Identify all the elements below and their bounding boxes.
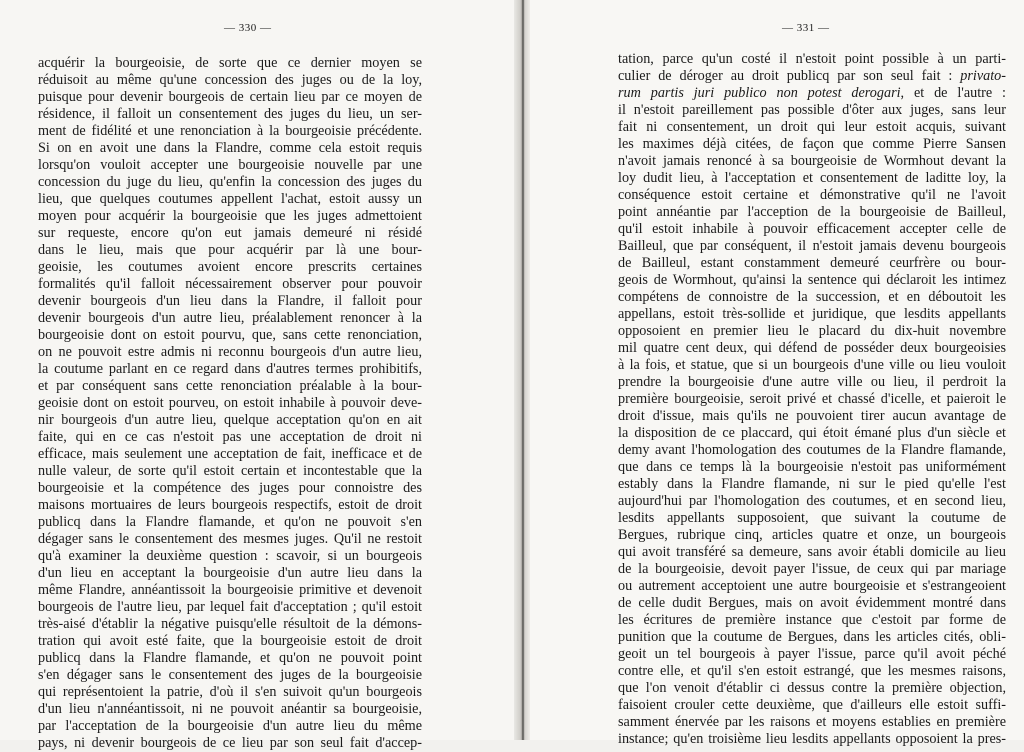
text-line: geois de Wormhout, qu'ainsi la sentence qui déclaroit les intimez [618,272,1006,288]
text-line: qu'à examiner la deuxième question : scavoir, si un bourgeois [38,548,422,564]
text-line: publicq dans la Flandre flamande, et qu'on ne pouvoit point [38,650,422,666]
text-line: geoisie dont on estoit pourveu, on estoit inhabile à pouvoir deve- [38,395,422,411]
text-line: d'un lieu n'annéantissoit, ni ne pouvoit anéantir sa bourgeoisie, [38,701,422,717]
text-line: contre elle, et qu'il s'en estoit estrangé, que les mesmes raisons, [618,663,1006,679]
text-line: moyen pour acquérir la bourgeoisie que les juges admettoient [38,208,422,224]
text-line: mil quatre cent deux, qui défend de posséder deux bourgeoisies [618,340,1006,356]
text-line: publicq dans la Flandre flamande, et qu'on ne pouvoit s'en [38,514,422,530]
text-line: lorsqu'on vouloit accepter une bourgeoisie nouvelle par une [38,157,422,173]
text-line: dans le lieu, mais que pour acquérir par là une bour- [38,242,422,258]
text-line: de Bailleul, estant constamment demeuré ceurfrère ou bour- [618,255,1006,271]
left-page-text [38,55,422,752]
text-line: compétens de connoistre de la succession, et en déboutoit les [618,289,1006,305]
text-line: bourgeoisie et la compétence des juges pour connoistre des [38,480,422,496]
text-line: on ne pouvoit estre admis ni reconnu bourgeois d'un autre lieu, [38,344,422,360]
text-line: à la fois, et statue, que si un bourgeois d'une ville ou lieu vouloit [618,357,1006,373]
text-line: tation, parce qu'un costé il n'estoit point possible à un parti- [618,51,1006,67]
text-line: très-aisé d'établir la négative puisqu'elle résultoit de la démons- [38,616,422,632]
text-line: bourgeois de l'autre lieu, par lequel fait d'acceptation ; qu'il estoit [38,599,422,615]
text-line: par l'acceptation de la bourgeoisie d'un autre lieu du même [38,718,422,734]
text-line: loy dudit lieu, à l'acceptation et consentement de laditte loy, la [618,170,1006,186]
page-number-left: — 330 — [224,22,272,34]
text-line: concession du juge du lieu, qu'enfin la concession des juges du [38,174,422,190]
text-line: aujourd'hui par l'homologation des coutumes, et en second lieu, [618,493,1006,509]
text-line: devenir bourgeois d'un autre lieu, préalablement renoncer à la [38,310,422,326]
text-line: acquérir la bourgeoisie, de sorte que ce dernier moyen se [38,55,422,71]
text-line: qui avoit transféré sa demeure, sans avoir établi domicile au lieu [618,544,1006,560]
text-line: la coutume parlant en ce regard dans d'autres termes prohibitifs, [38,361,422,377]
text-line: puisque pour devenir bourgeois de certain lieu par ce moyen de [38,89,422,105]
gutter-fold-line [522,0,524,740]
text-line: Bailleul, que par conséquent, il n'estoit jamais devenu bourgeois [618,238,1006,254]
text-line: appellans, estoit très-sollide et juridique, que lesdits appellants [618,306,1006,322]
text-line: de la bourgeoisie, devoit payer l'issue, de ceux qui par mariage [618,561,1006,577]
text-line: efficace, mais seulement une acceptation de fait, inefficace et de [38,446,422,462]
text-line: opposoient en premier lieu le placard du dix-huit novembre [618,323,1006,339]
right-page-text [618,51,1006,748]
text-line: faite, qui en ce cas n'estoit pas une acceptation de droit ni [38,429,422,445]
text-line: ou autrement acceptoient une autre bourgeoisie et s'estrangeoient [618,578,1006,594]
text-line: point annéantie par l'acception de la bourgeoisie de Bailleul, [618,204,1006,220]
text-line: devenir bourgeois d'un lieu dans la Flandre, il falloit pour [38,293,422,309]
text-line: la disposition de ce placcard, qui étoit émané plus d'un siècle et [618,425,1006,441]
text-line: sur requeste, encore qu'on eut jamais demeuré ni résidé [38,225,422,241]
text-line: prendre la bourgeoisie d'une autre ville ou lieu, il perdroit la [618,374,1006,390]
text-line: et par conséquent sans cette renonciation préalable à la bour- [38,378,422,394]
text-line: d'un lieu en acceptant la bourgeoisie d'un autre lieu dans la [38,565,422,581]
text-line: formalités qu'il falloit nécessairement observer pour pouvoir [38,276,422,292]
text-line: bourgeoisie dont on estoit pourvu, que, sans cette renonciation, [38,327,422,343]
text-line: Bergues, rubrique cinq, articles quatre et onze, un bourgeois [618,527,1006,543]
text-line: conséquence estoit certaine et démonstrative qu'il ne l'avoit [618,187,1006,203]
text-line: qu'il estoit inhabile à pouvoir efficacement accepter celle de [618,221,1006,237]
text-line: Si on en avoit une dans la Flandre, comme cela estoit requis [38,140,422,156]
text-line: s'en dégager sans le consentement des juges de la bourgeoisie [38,667,422,683]
text-line: il n'estoit pareillement pas possible d'ôter aux juges, sans leur [618,102,1006,118]
text-line: que l'on venoit d'établir ci dessus contre la première objection, [618,680,1006,696]
text-line: réduisoit au même qu'une concession des juges ou de la loy, [38,72,422,88]
text-line: maisons mortuaires de leurs bourgeois respectifs, estoit de droit [38,497,422,513]
text-line: ment de fidélité et une renonciation à la bourgeoisie précédente. [38,123,422,139]
text-line: samment énervée par les raisons et moyens establies en première [618,714,1006,730]
text-line: geoit un tel bourgeois à payer l'issue, parce qu'il avoit péché [618,646,1006,662]
text-line: dégager sans le consentement des mesmes juges. Qu'il ne restoit [38,531,422,547]
text-line: rum partis juri publico non potest derogari, et de l'autre : [618,85,1006,101]
text-line: tration qui avoit esté faite, que la bourgeoisie estoit de droit [38,633,422,649]
text-line: résidence, il falloit un consentement des juges du lieu, un ser- [38,106,422,122]
text-line: lesdits appellants supposoient, que suivant la coutume de [618,510,1006,526]
text-line: punition que la coutume de Bergues, dans les articles cités, obli- [618,629,1006,645]
text-line: les écritures de première instance que c'estoit par forme de [618,612,1006,628]
text-line: les maximes déjà citées, de façon que comme Pierre Sansen [618,136,1006,152]
text-line: faisoient crouler cette deuxième, que d'ailleurs elle estoit suffi- [618,697,1006,713]
text-line: nulle valeur, de sorte qu'il estoit certain et incontestable que la [38,463,422,479]
text-line: même Flandre, annéantissoit la bourgeoisie primitive et devenoit [38,582,422,598]
text-line: geoisie, les coutumes avoient encore prescrits certaines [38,259,422,275]
text-line: qui représentoient la patrie, d'où il s'en suivoit qu'un bourgeois [38,684,422,700]
text-line: première bourgeoisie, seroit privé et chassé d'icelle, et paieroit le [618,391,1006,407]
page-number-right: — 331 — [782,22,830,34]
text-line: nir bourgeois d'un autre lieu, quelque acceptation qu'on en ait [38,412,422,428]
text-line: culier de déroger au droit publicq par son seul fait : privato- [618,68,1006,84]
right-page [530,0,1024,747]
text-line: que dans ce temps là la bourgeoisie n'estoit pas uniformément [618,459,1006,475]
text-line: demy avant l'homologation des coutumes de la Flandre flamande, [618,442,1006,458]
text-line: lieu, que quelques coutumes appellent l'achat, estoit aussy un [38,191,422,207]
text-line: n'avoit jamais renoncé à sa bourgeoisie de Wormhout devant la [618,153,1006,169]
text-line: instance; qu'en troisième lieu lesdits appellants opposoient la pres- [618,731,1006,747]
text-line: pays, ni devenir bourgeois de ce lieu par son seul fait d'accep- [38,735,422,751]
text-line: estably dans la Flandre flamande, ni sur le pied qu'elle l'est [618,476,1006,492]
text-line: droit d'issue, mais qu'ils ne pouvoient tirer aucun avantage de [618,408,1006,424]
text-line: fait ni consentement, un droit qui leur estoit acquis, suivant [618,119,1006,135]
text-line: de celle dudit Bergues, mais on avoit évidemment montré dans [618,595,1006,611]
